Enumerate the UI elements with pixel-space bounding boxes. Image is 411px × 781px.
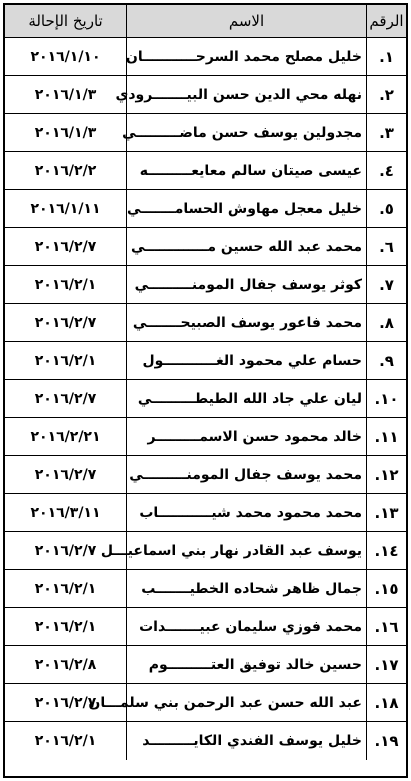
row-referral-date: ٢٠١٦/١/٣ — [34, 86, 97, 103]
table-row — [5, 76, 406, 114]
row-name: محمد عبد الله حسين مـــــــــــــي — [126, 228, 366, 265]
row-name: كوثر يوسف جفال المومنـــــــــي — [126, 266, 366, 303]
row-number: ٨. — [366, 304, 406, 341]
table-row — [5, 190, 406, 228]
table-row — [5, 532, 406, 570]
row-referral-date: ٢٠١٦/٢/١ — [34, 580, 97, 597]
row-referral-date: ٢٠١٦/٢/٨ — [34, 656, 97, 673]
row-referral-date: ٢٠١٦/٣/١١ — [30, 504, 101, 521]
row-number: ١٠. — [366, 380, 406, 417]
row-name: عبد الله حسن عبد الرحمن بني سلمـــان — [126, 684, 366, 721]
header-referral-date: تاريخ الإحالة — [28, 12, 103, 30]
row-number: ٣. — [366, 114, 406, 151]
row-name: محمد فاعور يوسف الصبيحـــــــي — [126, 304, 366, 341]
table-row — [5, 494, 406, 532]
row-number: ٢. — [366, 76, 406, 113]
table-row — [5, 152, 406, 190]
row-referral-date: ٢٠١٦/٢/١ — [34, 618, 97, 635]
table-row — [5, 266, 406, 304]
row-referral-date: ٢٠١٦/٢/٢ — [34, 162, 97, 179]
row-number: ١٦. — [366, 608, 406, 645]
row-referral-date: ٢٠١٦/١/١١ — [30, 200, 101, 217]
table-row — [5, 342, 406, 380]
table-row — [5, 646, 406, 684]
row-referral-date: ٢٠١٦/٢/٧ — [34, 390, 97, 407]
header-name: الاسم — [126, 5, 366, 37]
row-name: يوسف عبد القادر نهار بني اسماعيـــل — [126, 532, 366, 569]
row-referral-date: ٢٠١٦/٢/٧ — [34, 314, 97, 331]
row-number: ١٣. — [366, 494, 406, 531]
row-name: محمد محمود محمد شيـــــــــــاب — [126, 494, 366, 531]
row-referral-date: ٢٠١٦/٢/٧ — [34, 238, 97, 255]
row-number: ١٧. — [366, 646, 406, 683]
table-row — [5, 722, 406, 760]
row-name: نهله محي الدين حسن البيـــــــرودي — [126, 76, 366, 113]
row-name: خالد محمود حسن الاسمـــــــــر — [126, 418, 366, 455]
table-row — [5, 304, 406, 342]
row-name: خليل يوسف الفندي الكايـــــــــد — [126, 722, 366, 760]
row-referral-date: ٢٠١٦/٢/٢١ — [30, 428, 101, 445]
row-name: مجدولين يوسف حسن ماضـــــــــي — [126, 114, 366, 151]
table-row — [5, 684, 406, 722]
row-name: خليل مصلح محمد السرحـــــــــــان — [126, 38, 366, 75]
row-referral-date: ٢٠١٦/١/٣ — [34, 124, 97, 141]
row-number: ٦. — [366, 228, 406, 265]
row-name: خليل معجل مهاوش الحسامـــــــي — [126, 190, 366, 227]
table-row — [5, 114, 406, 152]
row-referral-date: ٢٠١٦/٢/١ — [34, 276, 97, 293]
table-row — [5, 570, 406, 608]
row-name: محمد يوسف جفال المومنـــــــــي — [126, 456, 366, 493]
row-name: ليان علي جاد الله الطيطـــــــــي — [126, 380, 366, 417]
row-name: حسام علي محمود الغـــــــــــول — [126, 342, 366, 379]
table-row — [5, 380, 406, 418]
row-number: ٥. — [366, 190, 406, 227]
row-referral-date: ٢٠١٦/٢/٧ — [34, 542, 97, 559]
row-number: ١٢. — [366, 456, 406, 493]
row-number: ١٩. — [366, 722, 406, 760]
table-header-row — [5, 5, 406, 38]
header-number: الرقم — [366, 5, 406, 37]
row-number: ١٨. — [366, 684, 406, 721]
table-row — [5, 228, 406, 266]
row-name: حسين خالد توفيق العتـــــــــوم — [126, 646, 366, 683]
table-row — [5, 418, 406, 456]
row-referral-date: ٢٠١٦/٢/٧ — [34, 466, 97, 483]
row-number: ١٤. — [366, 532, 406, 569]
row-number: ١١. — [366, 418, 406, 455]
row-name: محمد فوزي سليمان عبيـــــــدات — [126, 608, 366, 645]
row-number: ١. — [366, 38, 406, 75]
referral-table — [3, 3, 408, 778]
row-referral-date: ٢٠١٦/٢/١ — [34, 352, 97, 369]
row-referral-date: ٢٠١٦/٢/١ — [34, 733, 97, 749]
row-number: ١٥. — [366, 570, 406, 607]
table-row — [5, 38, 406, 76]
table-row — [5, 608, 406, 646]
row-number: ٧. — [366, 266, 406, 303]
row-name: عيسى صيتان سالم معايعـــــــــه — [126, 152, 366, 189]
row-number: ٤. — [366, 152, 406, 189]
table-row — [5, 456, 406, 494]
row-name: جمال ظاهر شحاده الخطيـــــــب — [126, 570, 366, 607]
row-number: ٩. — [366, 342, 406, 379]
row-referral-date: ٢٠١٦/٢/٧ — [34, 694, 97, 711]
row-referral-date: ٢٠١٦/١/١٠ — [30, 48, 101, 65]
